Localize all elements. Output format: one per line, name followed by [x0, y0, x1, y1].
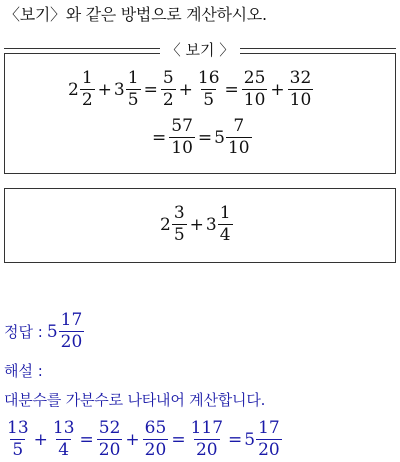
equals-sign: =: [143, 79, 158, 100]
numerator: 57: [171, 116, 193, 136]
numerator: 5: [162, 68, 174, 88]
explanation-label: 해설 :: [4, 362, 43, 380]
numerator: 52: [98, 418, 121, 438]
problem-expression: [160, 205, 234, 244]
denominator: 10: [171, 138, 193, 158]
plus-sign: +: [33, 429, 48, 450]
denominator: 10: [289, 90, 312, 110]
numerator: 1: [127, 68, 139, 88]
whole-number: 5: [46, 321, 58, 342]
equals-sign: =: [79, 429, 94, 450]
numerator: 117: [190, 418, 224, 438]
denominator: 5: [173, 225, 185, 245]
fraction: [80, 70, 95, 109]
denominator: 2: [81, 90, 93, 110]
denominator: 20: [195, 440, 218, 460]
numerator: 25: [243, 68, 266, 88]
numerator: 1: [81, 68, 93, 88]
whole-number: 2: [68, 79, 79, 100]
equals-sign: =: [152, 127, 167, 148]
fraction: [196, 70, 222, 109]
answer-line: [4, 312, 85, 351]
numerator: 13: [52, 418, 75, 438]
answer-label: 정답 :: [4, 323, 43, 341]
plus-sign: +: [189, 214, 204, 235]
whole-number: 5: [244, 429, 256, 450]
denominator: 20: [144, 440, 167, 460]
fraction: [161, 70, 176, 109]
instruction: 〈보기〉와 같은 방법으로 계산하시오.: [4, 5, 267, 24]
numerator: 32: [289, 68, 312, 88]
plus-sign: +: [178, 79, 193, 100]
example-line-2: [150, 118, 253, 157]
plus-sign: +: [270, 79, 285, 100]
whole-number: 3: [205, 214, 217, 235]
fraction: [126, 70, 141, 109]
denominator: 4: [58, 440, 70, 460]
denominator: 4: [219, 225, 231, 245]
fraction: [172, 205, 187, 244]
numerator: 3: [173, 203, 185, 223]
answer-value: [47, 312, 85, 351]
fraction: [51, 420, 77, 459]
equals-sign: =: [197, 127, 213, 148]
fraction: [288, 70, 314, 109]
denominator: 5: [12, 440, 24, 460]
numerator: 1: [219, 203, 231, 223]
whole-number: 2: [160, 214, 171, 235]
whole-number: 5: [214, 127, 225, 148]
fraction: [256, 420, 282, 459]
fraction: [97, 420, 123, 459]
numerator: 16: [197, 68, 220, 88]
fraction: [242, 70, 268, 109]
denominator: 10: [243, 90, 266, 110]
numerator: 17: [60, 310, 83, 330]
equals-sign: =: [224, 79, 239, 100]
fraction: [59, 312, 85, 351]
denominator: 2: [162, 90, 174, 110]
plus-sign: +: [125, 429, 140, 450]
denominator: 20: [258, 440, 280, 460]
plus-sign: +: [97, 79, 112, 100]
equals-sign: =: [228, 429, 243, 450]
numerator: 13: [7, 418, 29, 438]
fraction: [189, 420, 225, 459]
denominator: 10: [227, 138, 250, 158]
denominator: 5: [203, 90, 215, 110]
fraction: [5, 420, 31, 459]
example-label: [0, 39, 400, 60]
fraction: [226, 118, 252, 157]
whole-number: 3: [113, 79, 125, 100]
numerator: 17: [258, 418, 280, 438]
numerator: 7: [233, 116, 245, 136]
explanation-text: 대분수를 가분수로 나타내어 계산합니다.: [4, 391, 266, 409]
numerator: 65: [144, 418, 167, 438]
denominator: 5: [127, 90, 139, 110]
denominator: 20: [98, 440, 121, 460]
explanation-math: [4, 420, 283, 459]
equals-sign: =: [171, 429, 186, 450]
denominator: 20: [60, 332, 83, 352]
example-label-text: 〈 보기 〉: [160, 41, 241, 59]
fraction: [218, 205, 233, 244]
example-line-1: [68, 70, 314, 109]
fraction: [169, 118, 195, 157]
fraction: [143, 420, 169, 459]
